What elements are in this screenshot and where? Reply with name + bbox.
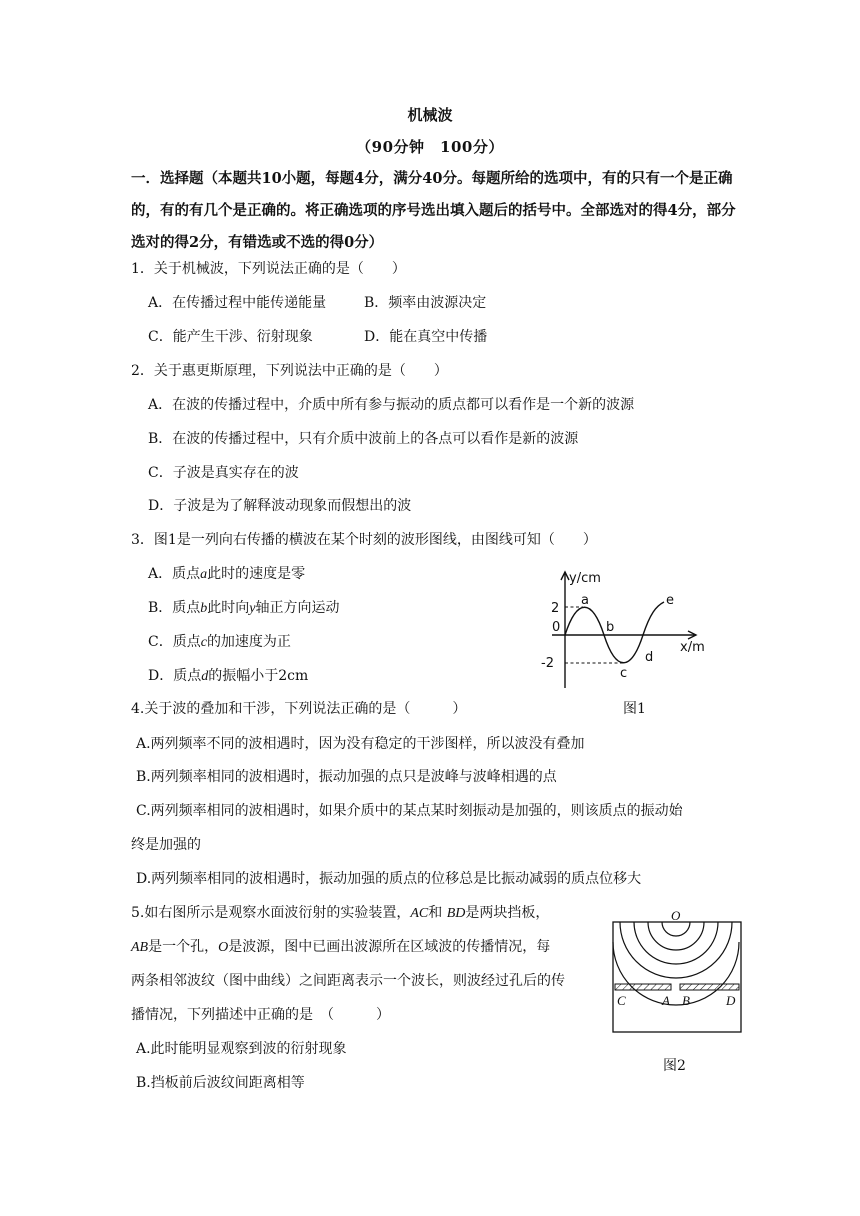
tick-label-pos: 2 <box>551 601 560 616</box>
origin-label: 0 <box>552 620 561 635</box>
point-b-label: b <box>606 620 615 635</box>
tank-outline <box>613 922 741 1032</box>
barrier-ac <box>615 984 671 990</box>
q4-stem: 4.关于波的叠加和干涉，下列说法正确的是（ ） <box>131 701 467 717</box>
q5-option-a: A.此时能明显观察到波的衍射现象 <box>136 1041 347 1057</box>
q4-option-c-line1: C.两列频率相同的波相遇时，如果介质中的某点某时刻振动是加强的，则该质点的振动始 <box>136 803 683 819</box>
figure-2-caption: 图2 <box>663 1058 686 1074</box>
q2-stem: 2．关于惠更斯原理，下列说法中正确的是（ ） <box>131 363 448 379</box>
q1-option-a: A．在传播过程中能传递能量 <box>148 295 327 311</box>
label-d: D <box>726 993 736 1008</box>
x-axis-label: x/m <box>680 640 705 655</box>
q3-option-d: D．质点d的振幅小于2cm <box>148 668 309 684</box>
label-c: C <box>617 993 626 1008</box>
q4-option-a: A.两列频率不同的波相遇时，因为没有稳定的干涉图样，所以波没有叠加 <box>136 736 585 752</box>
point-c-label: c <box>620 666 628 681</box>
q5-stem-line4: 播情况，下列描述中正确的是 （ ） <box>131 1007 390 1023</box>
q3-stem: 3．图1是一列向右传播的横波在某个时刻的波形图线，由图线可知（ ） <box>131 532 597 548</box>
label-b: B <box>682 993 690 1008</box>
q3-option-a: A．质点a此时的速度是零 <box>148 566 306 582</box>
figure-2-ripple-tank <box>612 908 746 1038</box>
q1-option-b: B．频率由波源决定 <box>364 295 487 311</box>
section-heading: 一．选择题（本题共10小题，每题4分，满分40分。每题所给的选项中，有的只有一个是正确的，有的有几个是正确的。将正确选项的序号选出填入题后的括号中。全部选对的得4分，部分选对的得2分，有错选或不选的得0分） <box>131 170 736 251</box>
q1-stem: 1．关于机械波，下列说法正确的是（ ） <box>131 261 406 277</box>
q5-option-b: B.挡板前后波纹间距离相等 <box>136 1075 305 1091</box>
q3-option-c: C．质点c的加速度为正 <box>148 634 291 650</box>
point-e-label: e <box>666 593 674 608</box>
q5-stem-line3: 两条相邻波纹（图中曲线）之间距离表示一个波长，则波经过孔后的传 <box>131 973 565 989</box>
q3-option-b: B．质点b此时向y轴正方向运动 <box>148 600 340 616</box>
q5-stem-line1: 5.如右图所示是观察水面波衍射的实验装置，AC和 BD是两块挡板， <box>131 905 550 921</box>
q2-option-a: A．在波的传播过程中，介质中所有参与振动的质点都可以看作是一个新的波源 <box>148 397 635 413</box>
barrier-bd <box>680 984 739 990</box>
q4-option-d: D.两列频率相同的波相遇时，振动加强的质点的位移总是比振动减弱的质点位移大 <box>136 871 642 887</box>
ripple-arcs <box>613 922 739 1005</box>
q4-option-b: B.两列频率相同的波相遇时，振动加强的点只是波峰与波峰相遇的点 <box>136 769 557 785</box>
y-axis-label: y/cm <box>569 571 601 586</box>
q4-option-c-line2: 终是加强的 <box>131 837 201 853</box>
figure-1-wave-graph <box>540 560 720 692</box>
page-subtitle: （90分钟 100分） <box>356 138 504 156</box>
q2-option-c: C．子波是真实存在的波 <box>148 465 299 481</box>
q1-option-c: C．能产生干涉、衍射现象 <box>148 329 313 345</box>
point-a-label: a <box>581 593 589 608</box>
q1-option-d: D．能在真空中传播 <box>364 329 488 345</box>
q2-option-d: D．子波是为了解释波动现象而假想出的波 <box>148 498 412 514</box>
figure-1-caption: 图1 <box>623 701 646 717</box>
q5-stem-line2: AB是一个孔，O是波源，图中已画出波源所在区域波的传播情况，每 <box>131 939 551 955</box>
point-d-label: d <box>645 650 654 665</box>
q2-option-b: B．在波的传播过程中，只有介质中波前上的各点可以看作是新的波源 <box>148 431 579 447</box>
tick-label-neg: -2 <box>541 656 554 671</box>
page-title: 机械波 <box>407 106 453 124</box>
label-o: O <box>671 908 681 923</box>
label-a: A <box>662 993 670 1008</box>
